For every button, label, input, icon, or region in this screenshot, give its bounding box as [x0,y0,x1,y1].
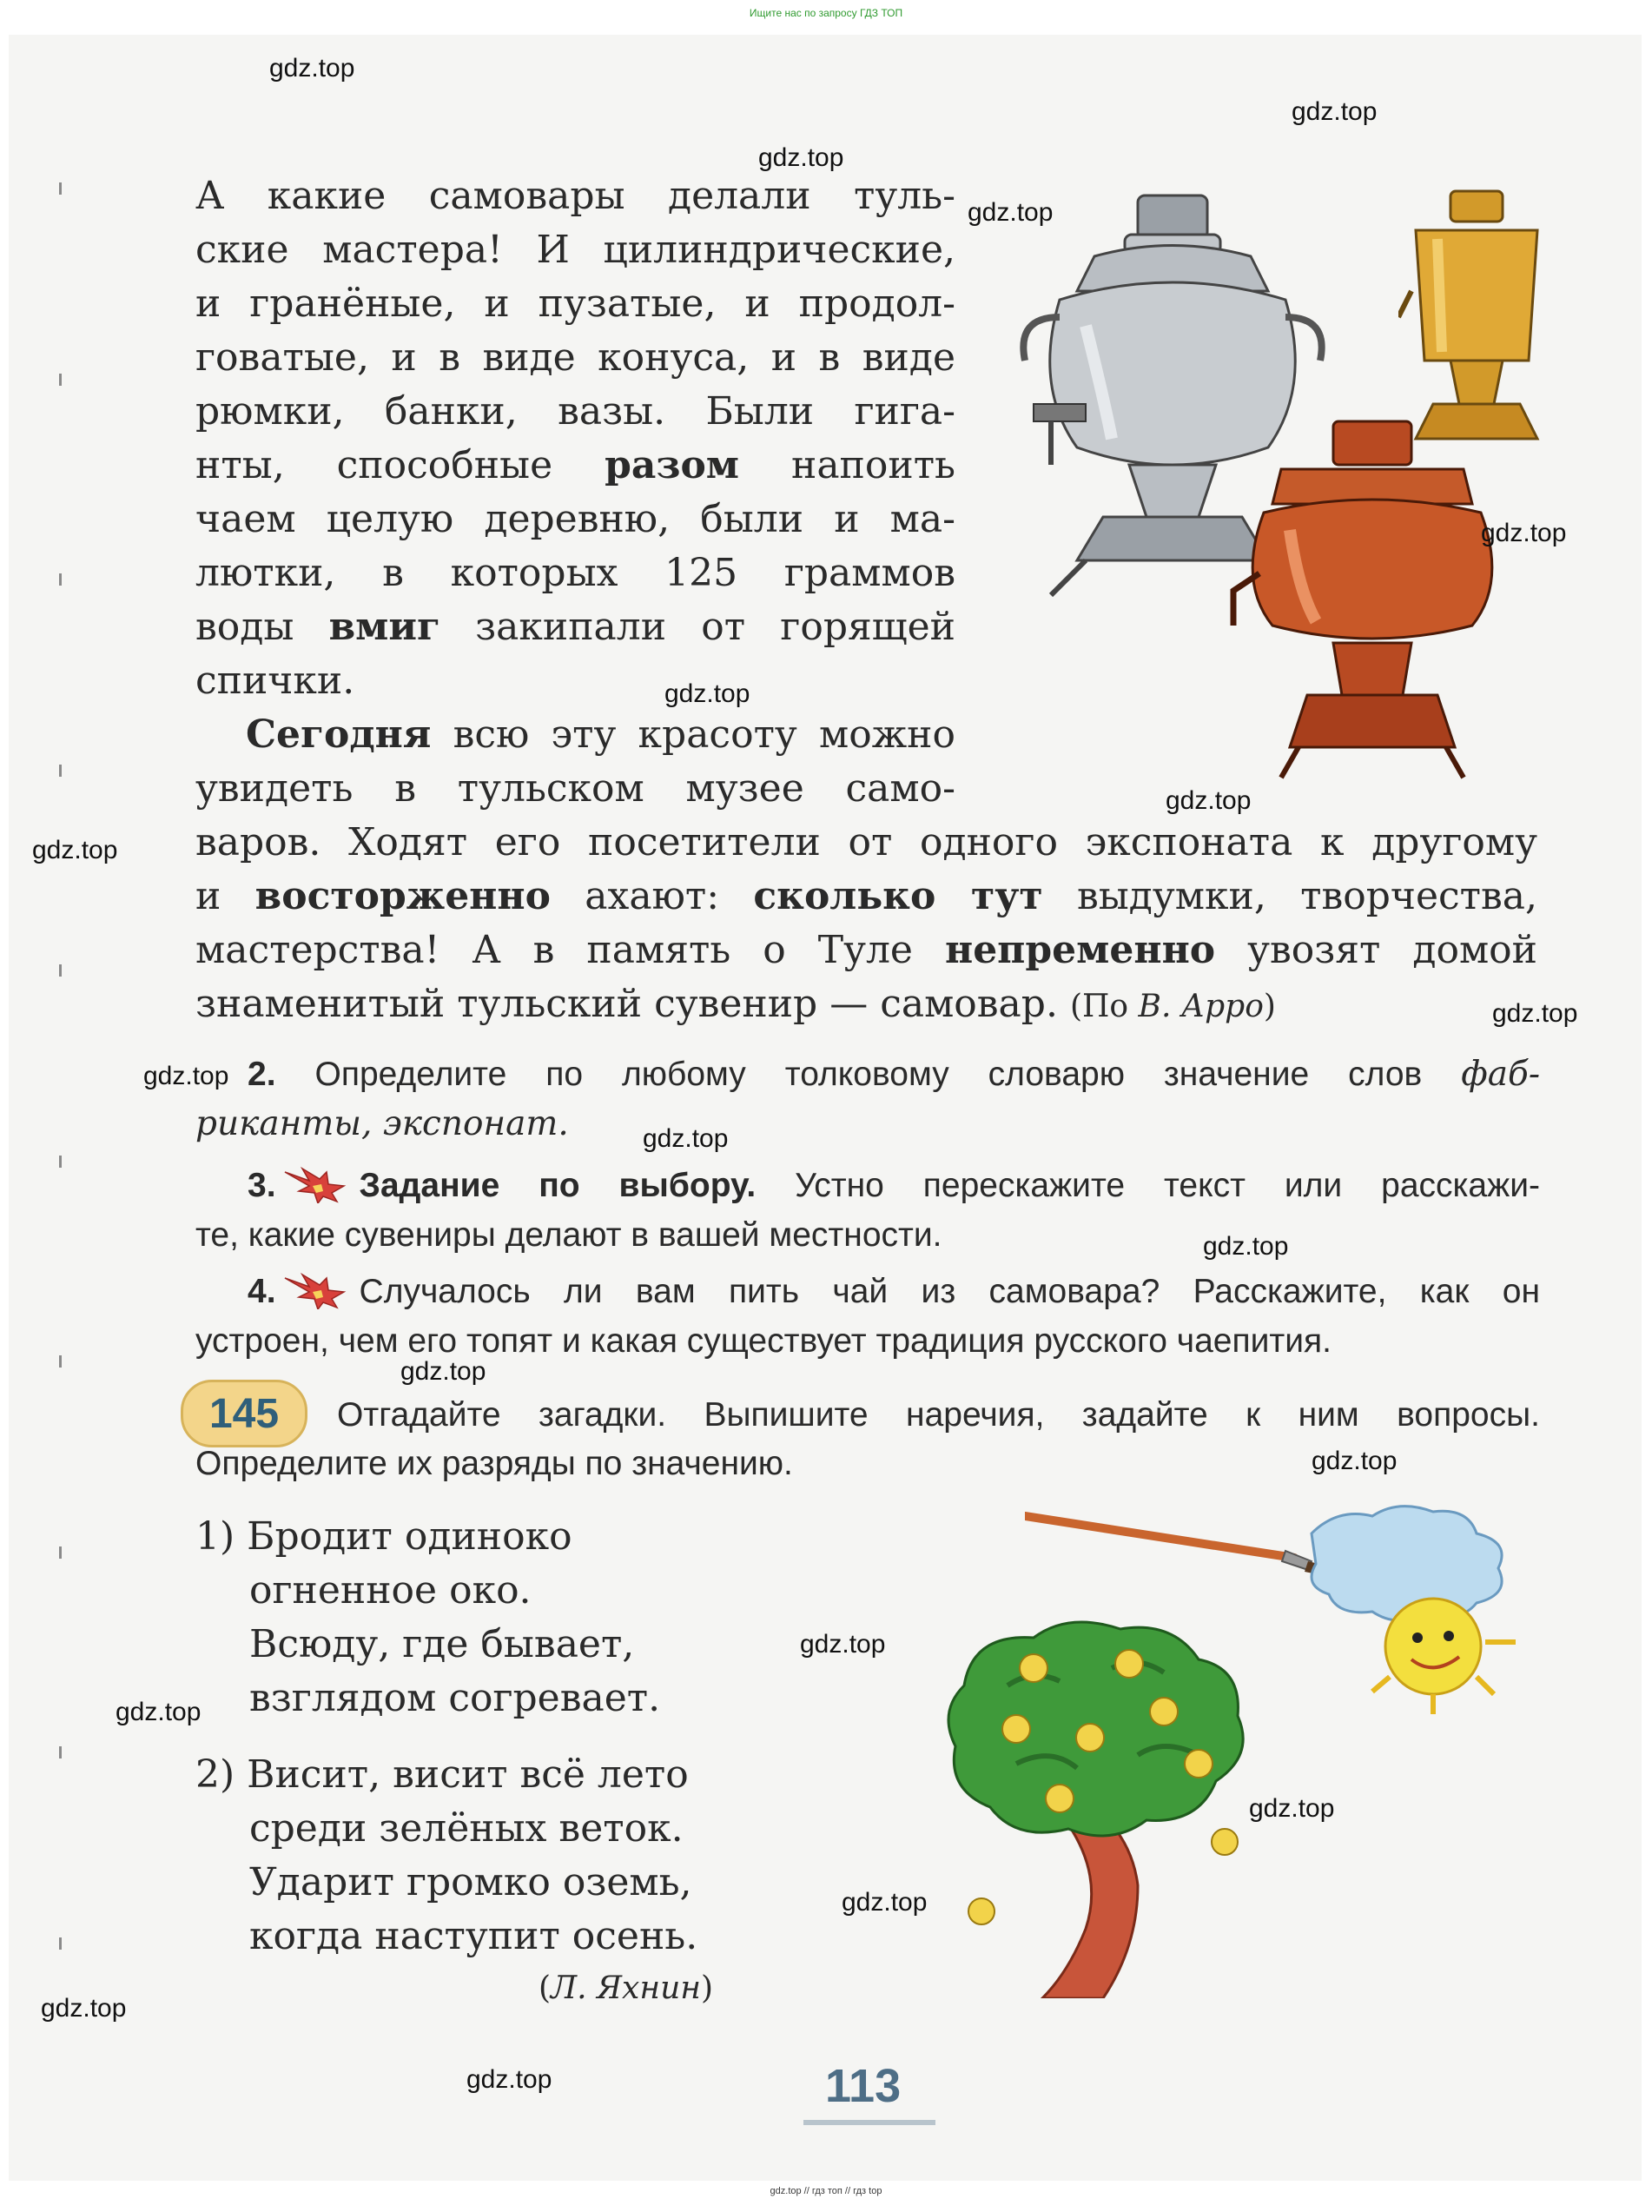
page-number-underline [803,2120,935,2125]
text-line: говатые, и в виде конуса, и в виде [195,335,955,380]
binding-mark [59,964,62,977]
text-line [248,1050,1540,1099]
text-line [195,708,955,762]
bold-word: непременно [944,928,1216,972]
text-line: огненное око. [249,1568,532,1613]
text-line: Определите их разряды по значению. [195,1445,793,1482]
text-fragment: закипали от горящей [439,605,956,649]
text-line: 1) Бродит одиноко [195,1514,572,1559]
text-line: Отгадайте загадки. Выпишите наречия, задайте к ним вопросы. [337,1396,1540,1434]
text-fragment: воды [195,605,329,649]
watermark: gdz.top [1203,1232,1289,1261]
riddle-2 [195,1748,977,1964]
text-line: те, какие сувениры делают в вашей местности. [195,1216,942,1254]
source-citation: (По В. Арро) [1069,989,1276,1024]
text-fragment: Устно перескажите текст или расскажи- [756,1167,1540,1204]
watermark: gdz.top [41,1994,127,2023]
text-line: варов. Ходят его посетители от одного экспоната к другому [195,820,1537,864]
watermark: gdz.top [400,1357,486,1386]
task-3 [195,1161,1540,1260]
text-line: рюмки, банки, вазы. Были гига- [195,389,955,434]
text-line: спички. [195,659,355,703]
text-line: когда наступит осень. [249,1914,698,1958]
bold-word: Сегодня [246,712,432,757]
watermark: gdz.top [968,198,1054,227]
text-line: устроен, чем его топят и какая существует традиция русского чаепития. [195,1322,1332,1360]
task-2 [195,1050,1540,1149]
watermark: gdz.top [842,1888,928,1917]
watermark: gdz.top [1492,999,1578,1028]
paragraph-samovars [195,169,955,708]
task-title: Задание по выбору. [359,1167,757,1204]
top-notice: Ищите нас по запросу ГДЗ ТОП [749,7,903,19]
binding-mark [59,1937,62,1950]
watermark: gdz.top [32,836,118,864]
text-line: лютки, в которых 125 граммов [195,551,955,595]
text-line: А какие самовары делали туль- [195,174,955,218]
text-line [195,870,1537,924]
italic-word: фаб- [1461,1055,1540,1094]
text-fragment: ахают: [550,874,754,918]
paragraph-museum-bottom [195,816,1537,1034]
watermark: gdz.top [1292,97,1378,126]
bold-word: восторженно [254,874,551,918]
text-fragment: мастерства! А в память о Туле [195,928,945,972]
text-line: взглядом согревает. [249,1676,661,1720]
text-fragment: увозят домой [1215,928,1537,972]
riddle-author: (Л. Яхнин) [539,1970,714,2006]
watermark: gdz.top [143,1062,229,1090]
text-line [248,1161,1540,1210]
watermark: gdz.top [1481,519,1567,547]
riddle-1 [195,1510,977,1725]
watermark: gdz.top [664,679,750,708]
binding-mark [59,374,62,386]
italic-word: риканты, экспонат. [195,1104,569,1143]
text-line: ские мастера! И цилиндрические, [195,228,955,272]
text-fragment: знаменитый тульский сувенир — самовар. [195,982,1070,1026]
text-fragment: Определите по любому толковому словарю значение слов [275,1056,1462,1093]
text-line [195,977,1537,1034]
binding-mark [59,1355,62,1368]
text-line: чаем целую деревню, были и ма- [195,497,955,541]
text-fragment: нты, способные [195,443,605,487]
text-fragment: и [195,874,255,918]
apple-tree-illustration [938,1616,1268,1998]
bold-word: сколько тут [753,874,1043,918]
watermark: gdz.top [1312,1447,1398,1475]
task-4 [195,1267,1540,1366]
text-line [195,439,955,493]
watermark: gdz.top [116,1698,202,1726]
watermark: gdz.top [643,1124,729,1153]
bottom-footer: gdz.top // гдз топ // гдз top [770,2186,882,2196]
watermark: gdz.top [800,1630,886,1659]
paragraph-museum-top [195,708,955,816]
watermark: gdz.top [1166,786,1252,815]
bold-word: вмиг [328,605,440,649]
exercise-number-badge: 145 [181,1380,307,1447]
text-line [195,600,955,654]
text-line: среди зелёных веток. [249,1806,684,1851]
text-fragment: выдумки, творчества, [1042,874,1538,918]
star-choice-icon [283,1271,353,1309]
binding-mark [59,573,62,586]
binding-mark [59,1156,62,1168]
watermark: gdz.top [1249,1794,1335,1823]
text-fragment: всю эту красоту можно [431,712,955,757]
text-line [195,1099,1540,1149]
text-line: Всюду, где бывает, [249,1622,635,1666]
text-line: Ударит громко оземь, [249,1860,692,1904]
task-number: 3. [248,1167,276,1204]
watermark: gdz.top [269,54,355,83]
text-line: и гранёные, и пузатые, и продол- [195,281,955,326]
task-number: 4. [248,1273,276,1310]
binding-mark [59,1546,62,1559]
watermark: gdz.top [758,143,844,172]
text-line [248,1267,1540,1316]
text-line: увидеть в тульском музее само- [195,766,955,811]
exercise-145-instruction-2 [195,1439,1411,1488]
text-line: 2) Висит, висит всё лето [195,1752,689,1797]
text-fragment: Случалось ли вам пить чай из самовара? Расскажите, как он [359,1273,1540,1310]
bold-word: разом [605,443,740,487]
star-choice-icon [283,1165,353,1203]
exercise-145-instruction [337,1390,1540,1440]
task-number: 2. [248,1056,276,1093]
text-fragment: напоить [739,443,955,487]
copper-samovar-illustration [1229,417,1516,782]
binding-mark [59,182,62,195]
binding-mark [59,1746,62,1758]
watermark: gdz.top [466,2065,552,2094]
page-number: 113 [825,2060,902,2112]
text-line [195,924,1537,977]
binding-mark [59,765,62,777]
